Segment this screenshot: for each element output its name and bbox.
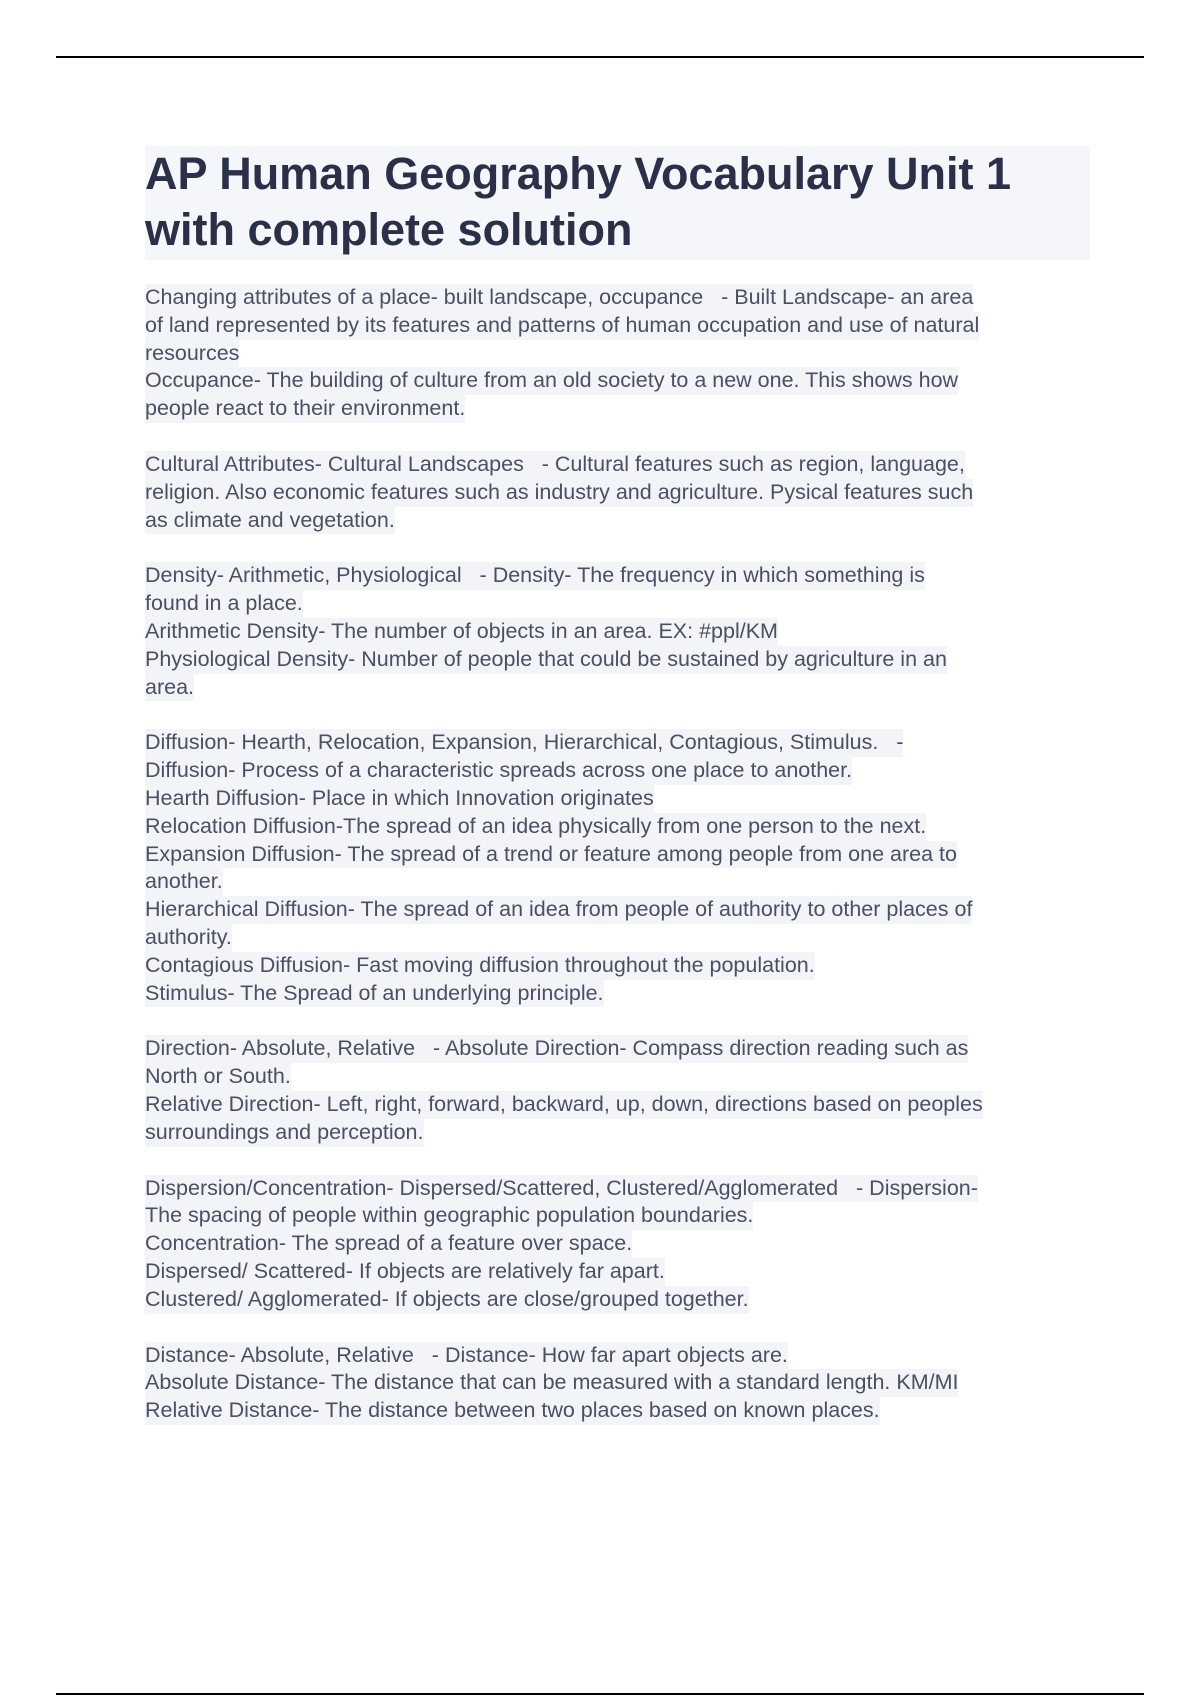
- flashcard-text-line: area.: [145, 674, 194, 702]
- flashcard-entry: [145, 1342, 1090, 1425]
- flashcard-text-line: Diffusion- Process of a characteristic spreads across one place to another.: [145, 757, 852, 785]
- flashcard-text-line: Dispersed/ Scattered- If objects are relatively far apart.: [145, 1258, 665, 1286]
- flashcard-text-line: Absolute Distance- The distance that can be measured with a standard length. KM/MI: [145, 1369, 958, 1397]
- page-title: [145, 146, 1084, 258]
- flashcard-text-line: Relocation Diffusion-The spread of an idea physically from one person to the next.: [145, 813, 926, 841]
- flashcard-text-line: found in a place.: [145, 590, 303, 618]
- document-body: [145, 146, 1090, 1453]
- flashcard-text-line: surroundings and perception.: [145, 1119, 424, 1147]
- flashcard-entry: [145, 451, 1090, 534]
- flashcard-entry: [145, 1175, 1090, 1314]
- flashcard-text-line: Relative Distance- The distance between two places based on known places.: [145, 1397, 880, 1425]
- flashcard-text-line: people react to their environment.: [145, 395, 465, 423]
- flashcard-text-line: The spacing of people within geographic population boundaries.: [145, 1202, 753, 1230]
- flashcard-text-line: Concentration- The spread of a feature over space.: [145, 1230, 632, 1258]
- flashcard-text-line: Distance- Absolute, Relative - Distance- How far apart objects are.: [145, 1342, 788, 1370]
- flashcard-text-line: Arithmetic Density- The number of objects in an area. EX: #ppl/KM: [145, 618, 778, 646]
- flashcard-text-line: of land represented by its features and patterns of human occupation and use of natural: [145, 312, 979, 340]
- flashcard-entry: [145, 284, 1090, 423]
- flashcard-text-line: another.: [145, 868, 223, 896]
- bottom-rule: [56, 1693, 1144, 1695]
- flashcard-text-line: Relative Direction- Left, right, forward, backward, up, down, directions based on peoples: [145, 1091, 983, 1119]
- flashcard-text-line: Hearth Diffusion- Place in which Innovation originates: [145, 785, 654, 813]
- flashcard-text-line: Changing attributes of a place- built landscape, occupance - Built Landscape- an area: [145, 284, 973, 312]
- flashcard-text-line: as climate and vegetation.: [145, 507, 395, 535]
- flashcard-text-line: authority.: [145, 924, 232, 952]
- title-block: [145, 146, 1090, 260]
- top-rule: [56, 56, 1144, 58]
- flashcard-text-line: Dispersion/Concentration- Dispersed/Scattered, Clustered/Agglomerated - Dispersion-: [145, 1175, 978, 1203]
- title-line: AP Human Geography Vocabulary Unit 1: [145, 148, 1012, 199]
- title-line: with complete solution: [145, 204, 633, 255]
- flashcard-text-line: Physiological Density- Number of people that could be sustained by agriculture in an: [145, 646, 947, 674]
- flashcard-text-line: Diffusion- Hearth, Relocation, Expansion, Hierarchical, Contagious, Stimulus. -: [145, 729, 903, 757]
- flashcard-text-line: Occupance- The building of culture from an old society to a new one. This shows how: [145, 367, 958, 395]
- flashcard-text-line: resources: [145, 340, 239, 368]
- flashcard-text-line: Density- Arithmetic, Physiological - Density- The frequency in which something is: [145, 562, 925, 590]
- flashcard-list: [145, 284, 1090, 1425]
- flashcard-text-line: Stimulus- The Spread of an underlying principle.: [145, 980, 604, 1008]
- flashcard-text-line: Direction- Absolute, Relative - Absolute Direction- Compass direction reading such as: [145, 1035, 968, 1063]
- flashcard-text-line: Hierarchical Diffusion- The spread of an idea from people of authority to other places of: [145, 896, 972, 924]
- flashcard-text-line: Clustered/ Agglomerated- If objects are close/grouped together.: [145, 1286, 749, 1314]
- flashcard-text-line: Cultural Attributes- Cultural Landscapes - Cultural features such as region, language,: [145, 451, 965, 479]
- flashcard-text-line: religion. Also economic features such as industry and agriculture. Pysical features such: [145, 479, 973, 507]
- flashcard-text-line: North or South.: [145, 1063, 291, 1091]
- flashcard-text-line: Expansion Diffusion- The spread of a trend or feature among people from one area to: [145, 841, 957, 869]
- flashcard-entry: [145, 1035, 1090, 1146]
- flashcard-entry: [145, 729, 1090, 1007]
- flashcard-entry: [145, 562, 1090, 701]
- flashcard-text-line: Contagious Diffusion- Fast moving diffusion throughout the population.: [145, 952, 815, 980]
